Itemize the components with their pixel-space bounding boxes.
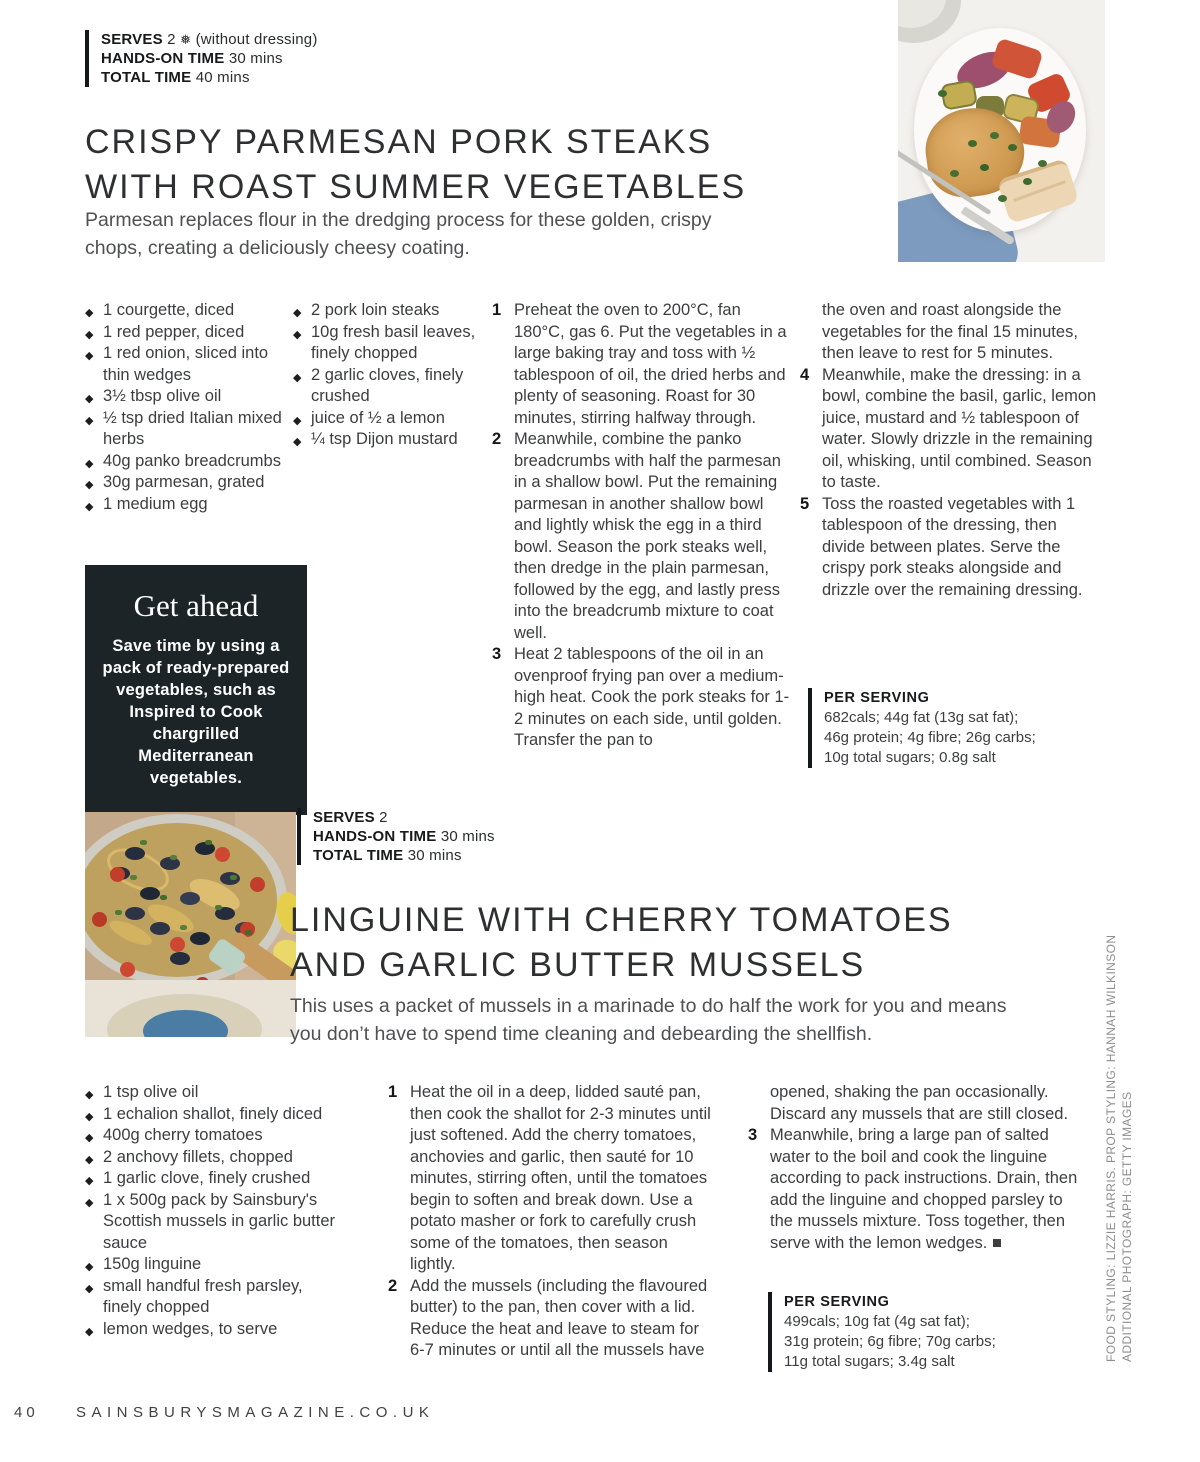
ingredient-text: 1 medium egg	[103, 494, 208, 513]
ingredient-text: ½ tsp dried Italian mixed herbs	[103, 408, 282, 448]
diamond-bullet-icon: ◆	[85, 1196, 94, 1209]
ingredient-text: juice of ½ a lemon	[311, 408, 445, 427]
get-ahead-box	[85, 565, 307, 815]
hands-on-time-value: 30 mins	[440, 828, 495, 845]
step-number	[748, 1082, 770, 1125]
page-number: 40	[14, 1404, 39, 1421]
ingredient-text: 400g cherry tomatoes	[103, 1126, 263, 1144]
method-step	[388, 1276, 716, 1362]
ingredient-item	[85, 1276, 343, 1319]
per-serving-line2: 46g protein; 4g fibre; 26g carbs;	[824, 729, 1036, 746]
step-text: the oven and roast alongside the vegetables for the final 15 minutes, then leave to rest for 5 minutes.	[822, 301, 1078, 362]
ingredient-item	[85, 300, 285, 322]
diamond-bullet-icon: ◆	[293, 436, 302, 448]
recipe2-per-serving	[768, 1292, 1084, 1372]
method-step	[800, 300, 1098, 365]
diamond-bullet-icon: ◆	[85, 350, 94, 362]
get-ahead-body: Save time by using a pack of ready-prepared vegetables, such as Inspired to Cook chargrilled Mediterranean vegetables.	[102, 637, 290, 787]
step-text: Heat the oil in a deep, lidded sauté pan, then cook the shallot for 2-3 minutes until just softened. Add the cherry tomatoes, anchovies and garlic, then sauté for 10 minutes, stirring often, until the tomatoes begin to soften and break down. Use a potato masher or fork to carefully crush some of the tomatoes, then season lightly.	[410, 1083, 711, 1273]
ingredient-item	[85, 1168, 343, 1190]
step-number	[800, 300, 822, 365]
credit-line1: FOOD STYLING: LIZZIE HARRIS. PROP STYLING: HANNAH WILKINSON	[1104, 934, 1118, 1362]
diamond-bullet-icon: ◆	[293, 307, 302, 319]
recipe2-method-col2	[748, 1082, 1078, 1254]
ingredient-item	[293, 429, 485, 451]
serves-label: SERVES	[101, 31, 163, 48]
ingredient-item	[85, 408, 285, 451]
per-serving-line3: 10g total sugars; 0.8g salt	[824, 749, 996, 766]
ingredient-text: 2 garlic cloves, finely crushed	[311, 365, 464, 405]
recipe2-meta-block	[297, 808, 495, 865]
freezable-snowflake-icon: ❅	[180, 32, 192, 47]
ingredient-item	[85, 1190, 343, 1255]
step-number: 2	[388, 1276, 398, 1295]
ingredient-text: ¼ tsp Dijon mustard	[311, 430, 458, 448]
step-text: Heat 2 tablespoons of the oil in an ovenproof frying pan over a medium-high heat. Cook the pork steaks for 1-2 minutes on each side, until golden. Transfer the pan to	[514, 645, 790, 749]
diamond-bullet-icon: ◆	[85, 1153, 94, 1166]
diamond-bullet-icon: ◆	[85, 1132, 94, 1144]
cherry-tomato-shapes	[110, 867, 125, 882]
ingredient-text: small handful fresh parsley, finely chopped	[103, 1276, 303, 1316]
recipe2-ingredients	[85, 1082, 343, 1340]
ingredient-item	[85, 1082, 343, 1104]
step-text: Meanwhile, make the dressing: in a bowl, combine the basil, garlic, lemon juice, mustard and ½ tablespoon of water. Slowly drizzle in the remaining oil, whisking, until combined. Season to taste.	[822, 365, 1097, 491]
diamond-bullet-icon: ◆	[85, 1282, 94, 1295]
total-time-line	[313, 846, 495, 865]
ingredient-item	[85, 494, 285, 516]
parsley-fleck-shapes	[140, 840, 147, 845]
ingredient-item	[85, 472, 285, 494]
ingredient-text: 30g parmesan, grated	[103, 473, 265, 491]
credit-line2: ADDITIONAL PHOTOGRAPH: GETTY IMAGES	[1120, 1091, 1134, 1362]
step-text: opened, shaking the pan occasionally. Discard any mussels that are still closed.	[770, 1083, 1069, 1123]
ingredient-text: 1 red onion, sliced into thin wedges	[103, 344, 269, 384]
method-step	[492, 429, 790, 644]
diamond-bullet-icon: ◆	[85, 1325, 94, 1338]
ingredient-text: 2 anchovy fillets, chopped	[103, 1147, 293, 1166]
get-ahead-title: Get ahead	[133, 588, 259, 623]
ingredient-item	[293, 322, 485, 365]
ingredient-item	[85, 1104, 343, 1126]
recipe2-method-col1	[388, 1082, 716, 1362]
ingredient-item	[85, 1319, 343, 1341]
recipe1-title-line2: WITH ROAST SUMMER VEGETABLES	[85, 168, 747, 206]
diamond-bullet-icon: ◆	[85, 500, 94, 513]
page-footer	[0, 1404, 1200, 1434]
step-text: Preheat the oven to 200°C, fan 180°C, gas 6. Put the vegetables in a large baking tray and toss with ½ tablespoon of oil, the dried herbs and plenty of seasoning. Roast for 30 minutes, stirring halfway through.	[514, 301, 787, 427]
hands-on-time-label: HANDS-ON TIME	[313, 828, 437, 845]
recipe2-intro: This uses a packet of mussels in a marinade to do half the work for you and means you don’t have to spend time cleaning and debearding the shellfish.	[290, 995, 1007, 1045]
ingredient-item	[85, 451, 285, 473]
recipe1-ingredients-col2	[293, 300, 485, 451]
ingredient-text: 2 pork loin steaks	[311, 301, 440, 319]
total-time-value: 30 mins	[407, 847, 462, 864]
mussels-linguine-photo	[85, 812, 296, 1037]
ingredient-text: lemon wedges, to serve	[103, 1319, 278, 1338]
step-text: Meanwhile, bring a large pan of salted water to the boil and cook the linguine according to pack instructions. Drain, then add the linguine and chopped parsley to the mussels mixture. Toss together, then serve with the lemon wedges. ■	[770, 1126, 1078, 1252]
total-time-label: TOTAL TIME	[313, 847, 404, 864]
slice-line	[1013, 180, 1066, 202]
step-number: 4	[800, 365, 810, 384]
ingredient-item	[85, 1254, 343, 1276]
diamond-bullet-icon: ◆	[85, 1110, 94, 1123]
recipe1-meta-block	[85, 30, 318, 87]
diamond-bullet-icon: ◆	[85, 1175, 94, 1187]
serves-note: (without dressing)	[195, 31, 318, 48]
recipe1-title-line1: CRISPY PARMESAN PORK STEAKS	[85, 123, 713, 161]
step-number: 3	[492, 645, 502, 663]
ingredient-text: 1 garlic clove, finely crushed	[103, 1169, 311, 1187]
step-number: 3	[748, 1126, 758, 1144]
step-number: 5	[800, 494, 810, 513]
ingredient-item	[85, 322, 285, 344]
step-number: 1	[388, 1083, 398, 1101]
ingredient-text: 1 courgette, diced	[103, 301, 235, 319]
mussels-shapes	[125, 847, 145, 860]
diamond-bullet-icon: ◆	[85, 457, 94, 470]
method-step	[388, 1082, 716, 1276]
method-step	[800, 365, 1098, 494]
per-serving-label: PER SERVING	[824, 690, 930, 706]
ingredient-text: 1 tsp olive oil	[103, 1083, 199, 1101]
recipe1-ingredients-col1	[85, 300, 285, 515]
per-serving-line1: 682cals; 44g fat (13g sat fat);	[824, 709, 1019, 726]
diamond-bullet-icon: ◆	[85, 414, 94, 427]
serves-label: SERVES	[313, 809, 375, 826]
total-time-line	[101, 68, 318, 87]
ingredient-text: 1 x 500g pack by Sainsbury's Scottish mussels in garlic butter sauce	[103, 1190, 336, 1252]
hands-on-time-line	[101, 49, 318, 68]
method-step	[492, 300, 790, 429]
per-serving-line2: 31g protein; 6g fibre; 70g carbs;	[784, 1333, 996, 1350]
per-serving-line3: 11g total sugars; 3.4g salt	[784, 1353, 955, 1370]
ingredient-item	[85, 1147, 343, 1169]
diamond-bullet-icon: ◆	[85, 479, 94, 491]
total-time-label: TOTAL TIME	[101, 69, 192, 86]
step-text: Meanwhile, combine the panko breadcrumbs with half the parmesan in a shallow bowl. Put the remaining parmesan in another shallow bowl and lightly whisk the egg in a third bowl. Season the pork steaks well, then dredge in the plain parmesan, followed by the egg, and lastly press into the breadcrumb mixture to coat well.	[514, 430, 781, 642]
recipe2-title	[290, 898, 953, 988]
method-step	[800, 494, 1098, 602]
step-text: Add the mussels (including the flavoured butter) to the pan, then cover with a lid. Reduce the heat and leave to steam for 6-7 minutes or until all the mussels have	[410, 1276, 708, 1359]
ingredient-item	[85, 343, 285, 386]
ingredient-item	[293, 365, 485, 408]
diamond-bullet-icon: ◆	[85, 1089, 94, 1101]
recipe1-method-col2	[800, 300, 1098, 601]
per-serving-label: PER SERVING	[784, 1294, 890, 1310]
hands-on-time-line	[313, 827, 495, 846]
magazine-website: SAINSBURYSMAGAZINE.CO.UK	[76, 1404, 435, 1421]
serves-value: 2	[379, 809, 388, 826]
ingredient-item	[293, 300, 485, 322]
recipe1-per-serving	[808, 688, 1114, 768]
hands-on-time-value: 30 mins	[228, 50, 283, 67]
serves-value: 2	[167, 31, 176, 48]
hands-on-time-label: HANDS-ON TIME	[101, 50, 225, 67]
diamond-bullet-icon: ◆	[293, 371, 302, 384]
method-step	[748, 1082, 1078, 1125]
ingredient-text: 10g fresh basil leaves, finely chopped	[311, 322, 476, 362]
step-number: 2	[492, 430, 502, 448]
diamond-bullet-icon: ◆	[293, 414, 302, 427]
ingredient-item	[85, 386, 285, 408]
diamond-bullet-icon: ◆	[293, 328, 302, 341]
step-text: Toss the roasted vegetables with 1 tablespoon of the dressing, then divide between plates. Serve the crispy pork steaks alongside and drizzle over the remaining dressing.	[822, 494, 1083, 599]
diamond-bullet-icon: ◆	[85, 1261, 94, 1273]
ingredient-text: 150g linguine	[103, 1255, 202, 1273]
recipe1-intro: Parmesan replaces flour in the dredging process for these golden, crispy chops, creating a deliciously cheesy coating.	[85, 209, 712, 259]
photo-credits	[1103, 882, 1135, 1362]
pork-steak-photo	[898, 0, 1105, 262]
method-step	[748, 1125, 1078, 1254]
recipe2-title-line1: LINGUINE WITH CHERRY TOMATOES	[290, 901, 953, 939]
ingredient-text: 40g panko breadcrumbs	[103, 451, 281, 470]
ingredient-text: 3½ tbsp olive oil	[103, 387, 222, 405]
serves-line	[101, 30, 318, 49]
per-serving-line1: 499cals; 10g fat (4g sat fat);	[784, 1313, 970, 1330]
diamond-bullet-icon: ◆	[85, 393, 94, 405]
ingredient-text: 1 red pepper, diced	[103, 322, 245, 341]
ingredient-item	[293, 408, 485, 430]
recipe1-title	[85, 120, 746, 210]
serves-line	[313, 808, 495, 827]
total-time-value: 40 mins	[195, 69, 250, 86]
recipe1-method-col1	[492, 300, 790, 752]
recipe2-title-line2: AND GARLIC BUTTER MUSSELS	[290, 946, 866, 984]
method-step	[492, 644, 790, 752]
ingredient-text: 1 echalion shallot, finely diced	[103, 1104, 323, 1123]
diamond-bullet-icon: ◆	[85, 328, 94, 341]
step-number: 1	[492, 301, 502, 319]
ingredient-item	[85, 1125, 343, 1147]
herb-garnish-dots	[968, 140, 977, 147]
diamond-bullet-icon: ◆	[85, 307, 94, 319]
